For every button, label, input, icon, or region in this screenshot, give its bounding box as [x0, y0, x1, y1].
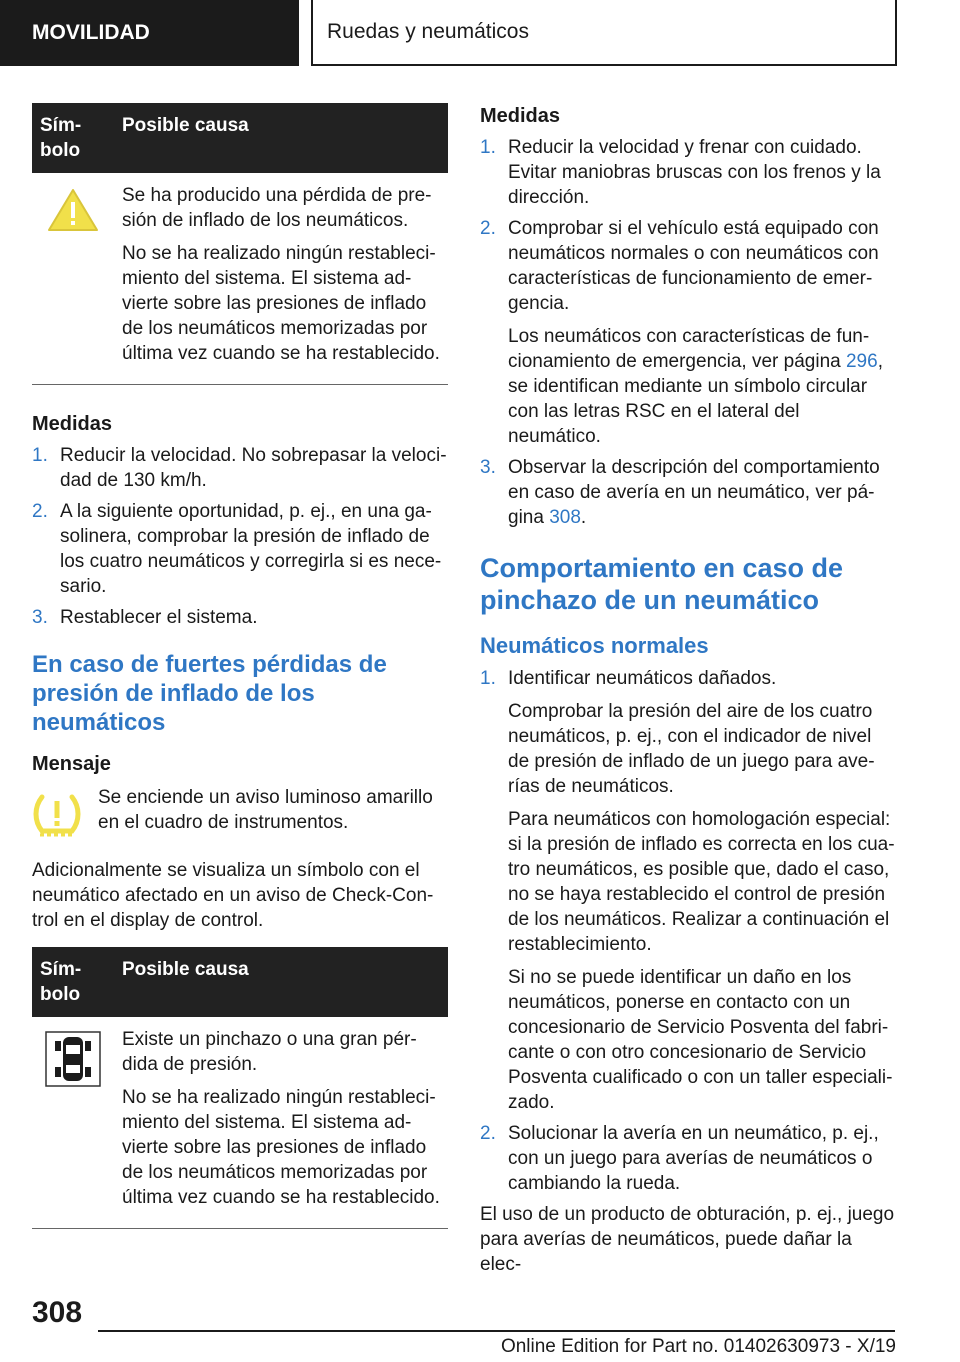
footer-divider: [98, 1330, 895, 1332]
message-text: Se enciende un aviso luminoso amarillo en el cuadro de instrumentos.: [98, 787, 433, 833]
list-item: 3. Restablecer el sistema.: [32, 607, 258, 628]
table-header: [32, 947, 448, 1017]
table-row: [32, 173, 448, 385]
page-number: 308: [32, 1296, 83, 1329]
table-header: [32, 103, 448, 173]
symbol-column-header: Sím- bolo: [40, 115, 82, 161]
subsection-heading: Neumáticos normales: [480, 633, 709, 658]
warning-triangle-icon: [47, 187, 99, 233]
symbol-column-header: Sím- bolo: [40, 959, 82, 1005]
chapter-title: Ruedas y neumáticos: [311, 0, 897, 66]
symbol-table-1: [32, 103, 448, 385]
cause-column-header: Posible causa: [122, 115, 249, 136]
measures-heading: Medidas: [480, 105, 561, 127]
page-link-296[interactable]: 296: [845, 351, 878, 372]
paragraph: El uso de un producto de obturación, p. ej., juego para averías de neumáticos, puede dañar la elec-: [480, 1204, 895, 1275]
measures-heading: Medidas: [32, 413, 113, 435]
message-heading: Mensaje: [32, 753, 111, 775]
edition-note: Online Edition for Part no. 01402630973 - X/19: [500, 1336, 896, 1357]
page-header: [0, 0, 960, 66]
measures-list: [32, 443, 448, 630]
section-heading: En caso de fuertes pérdidas de presión de inflado de los neumáticos: [32, 651, 387, 736]
page-link-308[interactable]: 308: [549, 507, 581, 528]
cause-text: No se ha realizado ningún restableci-miento del sistema. El sistema ad-vierte sobre las presiones de inflado de los neumáticos memorizadas por última vez cuando se ha restablecido.: [122, 1087, 440, 1208]
section-label: MOVILIDAD: [0, 0, 299, 66]
cause-text: No se ha realizado ningún restableci-miento del sistema. El sistema ad-vierte sobre las presiones de inflado de los neumáticos memorizadas por última vez cuando se ha restablecido.: [122, 243, 440, 364]
list-item: 1. Identificar neumáticos dañados. Comprobar la presión del aire de los cuatro neumáticos, p. ej., con el indicador de nivel de presión de inflado de un juego para ave-rías de neumáticos. Para neumáticos con homologación especial: si la presión de inflado es correcta en los cua-tro neumáticos, es posible que, dado el caso, no se haya restablecido el control de presión de los neumáticos. Realizar a continuación el restablecimiento. Si no se puede identificar un daño en los neumáticos, ponerse en contacto con un concesionario de Servicio Posventa del fabri-cante o con otro concesionario de Servicio Posventa cualificado o con un taller especiali-zado.: [480, 668, 895, 1113]
cause-text: Se ha producido una pérdida de pre-sión de inflado de los neumáticos.: [122, 185, 432, 231]
right-column: [480, 103, 896, 1277]
paragraph: Adicionalmente se visualiza un símbolo con el neumático afectado en un aviso de Check-Con-trol en el display de control.: [32, 860, 434, 931]
cause-text: Existe un pinchazo o una gran pér-dida de presión.: [122, 1029, 417, 1075]
measures-list: [480, 135, 896, 530]
left-column: [32, 103, 448, 1229]
tire-pressure-warning-icon: [32, 791, 82, 839]
list-item: 1. Reducir la velocidad y frenar con cuidado. Evitar maniobras bruscas con los frenos y la dirección.: [480, 137, 881, 208]
list-item: 3. Observar la descripción del comportamiento en caso de avería en un neumático, ver pá-gina 308.: [480, 457, 880, 528]
message-row: [32, 785, 448, 844]
section-heading: Comportamiento en caso de pinchazo de un neumático: [480, 553, 844, 615]
list-item: 2. A la siguiente oportunidad, p. ej., en una ga-solinera, comprobar la presión de inflado de los cuatro neumáticos y corregirla si es nece-sario.: [32, 501, 442, 597]
cause-column-header: Posible causa: [122, 959, 249, 980]
car-tire-puncture-icon: [45, 1031, 101, 1087]
list-item: 2. Comprobar si el vehículo está equipado con neumáticos normales o con neumáticos con características de funcionamiento de emer-gencia. Los neumáticos con características de fun-cionamiento de emergencia, ver página 296, se identifican mediante un símbolo circular con las letras RSC en el lateral del neumático.: [480, 218, 883, 447]
list-item: 1. Reducir la velocidad. No sobrepasar la veloci-dad de 130 km/h.: [32, 445, 447, 491]
normal-tires-list: [480, 666, 896, 1196]
list-item: 2. Solucionar la avería en un neumático, p. ej., con un juego para averías de neumáticos o cambiando la rueda.: [480, 1123, 879, 1194]
symbol-table-2: [32, 947, 448, 1229]
table-row: [32, 1017, 448, 1229]
